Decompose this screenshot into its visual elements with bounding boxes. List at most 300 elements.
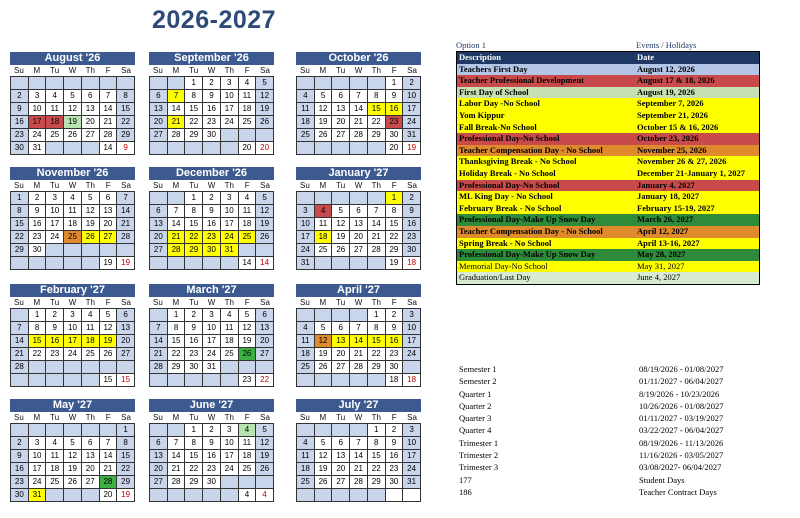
event-date: September 7, 2026 xyxy=(637,98,704,109)
schedule-row xyxy=(459,449,759,461)
day-cell: 20 xyxy=(332,116,350,129)
day-cell: 10 xyxy=(203,322,221,335)
schedule-label: Semester 1 xyxy=(459,364,497,374)
event-description: Professional Day-Make Up Snow Day xyxy=(459,214,596,225)
day-cell: 18 xyxy=(46,116,64,129)
empty-cell xyxy=(29,257,47,270)
empty-cell xyxy=(315,424,333,437)
day-grid xyxy=(296,308,421,387)
empty-cell xyxy=(168,192,186,205)
day-cell: 24 xyxy=(221,116,239,129)
day-cell: 20 xyxy=(256,335,274,348)
day-cell: 13 xyxy=(256,322,274,335)
empty-cell xyxy=(256,244,274,257)
day-cell: 22 xyxy=(368,348,386,361)
empty-cell xyxy=(297,374,315,387)
schedule-value: 03/22/2027 - 06/04/2027 xyxy=(639,425,724,436)
day-cell: 23 xyxy=(203,463,221,476)
events-panel xyxy=(456,40,760,285)
day-cell: 10 xyxy=(297,218,315,231)
day-cell: 13 xyxy=(82,103,100,116)
day-cell: 1 xyxy=(185,192,203,205)
month-name: March '27 xyxy=(149,284,274,297)
event-row xyxy=(457,238,759,250)
day-cell: 8 xyxy=(117,437,135,450)
empty-cell xyxy=(82,361,100,374)
weekday-label: Th xyxy=(371,413,382,422)
event-row xyxy=(457,168,759,180)
weekday-header xyxy=(10,65,135,76)
weekday-label: Su xyxy=(153,298,163,307)
day-cell: 10 xyxy=(29,103,47,116)
event-date: January 18, 2027 xyxy=(637,191,700,202)
event-row xyxy=(457,203,759,215)
empty-cell xyxy=(64,77,82,90)
month-4 xyxy=(149,167,274,270)
day-cell: 21 xyxy=(350,116,368,129)
empty-cell xyxy=(315,142,333,155)
day-cell: 8 xyxy=(11,205,29,218)
day-cell: 22 xyxy=(368,116,386,129)
empty-cell xyxy=(100,424,118,437)
empty-cell xyxy=(150,374,168,387)
day-cell: 27 xyxy=(150,244,168,257)
day-cell: 21 xyxy=(350,463,368,476)
day-cell: 23 xyxy=(11,129,29,142)
day-cell: 9 xyxy=(203,90,221,103)
day-cell: 30 xyxy=(203,244,221,257)
day-cell: 1 xyxy=(117,424,135,437)
day-cell: 10 xyxy=(221,205,239,218)
day-cell: 30 xyxy=(29,244,47,257)
day-cell: 30 xyxy=(11,489,29,502)
weekday-label: Tu xyxy=(336,181,346,190)
empty-cell xyxy=(168,489,186,502)
student-day-count: 18 xyxy=(386,374,404,387)
day-cell: 13 xyxy=(332,335,350,348)
empty-cell xyxy=(29,361,47,374)
day-cell: 6 xyxy=(350,205,368,218)
day-cell: 10 xyxy=(403,90,421,103)
schedule-label: 186 xyxy=(459,486,472,497)
month-name: June '27 xyxy=(149,399,274,412)
empty-cell xyxy=(368,374,386,387)
empty-cell xyxy=(221,476,239,489)
day-cell: 12 xyxy=(100,322,118,335)
day-cell: 28 xyxy=(368,244,386,257)
weekday-label: M xyxy=(33,181,41,190)
day-cell: 17 xyxy=(203,335,221,348)
weekday-header xyxy=(296,412,421,423)
day-cell: 17 xyxy=(29,463,47,476)
day-cell: 5 xyxy=(100,309,118,322)
empty-cell xyxy=(117,361,135,374)
day-cell: 16 xyxy=(29,218,47,231)
event-description: Spring Break - No School xyxy=(459,237,552,248)
event-date: February 15-19, 2027 xyxy=(637,202,715,213)
empty-cell xyxy=(64,424,82,437)
empty-cell xyxy=(46,489,64,502)
day-cell: 2 xyxy=(46,309,64,322)
weekday-label: F xyxy=(391,181,397,190)
day-cell: 6 xyxy=(332,322,350,335)
event-description: Thanksgiving Break - No School xyxy=(459,156,577,167)
empty-cell xyxy=(100,77,118,90)
day-cell: 17 xyxy=(29,116,47,129)
day-cell: 4 xyxy=(46,90,64,103)
empty-cell xyxy=(29,424,47,437)
weekday-label: W xyxy=(68,413,77,422)
day-cell: 12 xyxy=(315,450,333,463)
day-cell: 2 xyxy=(203,424,221,437)
day-cell: 3 xyxy=(46,192,64,205)
day-cell: 14 xyxy=(100,450,118,463)
event-date: December 21-January 1, 2027 xyxy=(637,167,745,178)
events-header-row xyxy=(457,52,759,64)
day-cell: 5 xyxy=(82,192,100,205)
month-8 xyxy=(296,284,421,387)
day-cell: 8 xyxy=(185,437,203,450)
teacher-day-count: 4 xyxy=(256,489,274,502)
weekday-label: Sa xyxy=(260,413,270,422)
day-cell: 17 xyxy=(403,335,421,348)
day-cell: 2 xyxy=(185,309,203,322)
day-cell: 10 xyxy=(29,450,47,463)
day-cell: 18 xyxy=(82,335,100,348)
events-label: Events / Holidays xyxy=(636,40,697,50)
day-cell: 26 xyxy=(315,129,333,142)
event-row xyxy=(457,133,759,145)
day-cell: 21 xyxy=(168,231,186,244)
teacher-day-count: 15 xyxy=(117,374,135,387)
day-cell: 8 xyxy=(368,90,386,103)
day-cell: 28 xyxy=(168,476,186,489)
events-table xyxy=(456,51,760,285)
empty-cell xyxy=(185,489,203,502)
day-cell: 24 xyxy=(46,231,64,244)
day-cell: 7 xyxy=(100,90,118,103)
schedule-value: Teacher Contract Days xyxy=(639,486,717,497)
day-cell: 7 xyxy=(11,322,29,335)
empty-cell xyxy=(368,257,386,270)
day-cell: 20 xyxy=(150,231,168,244)
day-cell: 20 xyxy=(332,348,350,361)
day-cell: 7 xyxy=(350,322,368,335)
day-cell: 28 xyxy=(168,129,186,142)
day-cell: 24 xyxy=(221,231,239,244)
day-cell: 28 xyxy=(150,361,168,374)
event-date: May 28, 2027 xyxy=(637,249,686,260)
day-cell: 7 xyxy=(350,90,368,103)
day-cell: 9 xyxy=(203,205,221,218)
student-day-count: 20 xyxy=(386,142,404,155)
weekday-label: W xyxy=(354,413,363,422)
day-cell: 6 xyxy=(150,90,168,103)
day-cell: 19 xyxy=(332,231,350,244)
event-date: August 17 & 18, 2026 xyxy=(637,75,715,86)
month-3 xyxy=(10,167,135,270)
day-cell: 8 xyxy=(368,437,386,450)
weekday-label: W xyxy=(354,181,363,190)
day-cell: 27 xyxy=(150,476,168,489)
day-cell: 6 xyxy=(82,90,100,103)
teacher-day-count: 19 xyxy=(403,142,421,155)
day-cell: 2 xyxy=(403,192,421,205)
day-cell: 12 xyxy=(256,437,274,450)
day-cell: 19 xyxy=(239,335,257,348)
day-cell: 1 xyxy=(168,309,186,322)
day-cell: 1 xyxy=(11,192,29,205)
day-cell: 19 xyxy=(82,218,100,231)
weekday-label: Su xyxy=(300,413,310,422)
day-cell: 11 xyxy=(46,103,64,116)
weekday-label: Tu xyxy=(50,413,60,422)
empty-cell xyxy=(82,244,100,257)
empty-cell xyxy=(315,192,333,205)
day-cell: 1 xyxy=(29,309,47,322)
day-cell: 18 xyxy=(239,218,257,231)
day-cell: 16 xyxy=(386,450,404,463)
weekday-label: M xyxy=(172,413,180,422)
empty-cell xyxy=(100,361,118,374)
weekday-label: Sa xyxy=(121,66,131,75)
day-cell: 16 xyxy=(185,335,203,348)
day-cell: 26 xyxy=(100,348,118,361)
day-cell: 28 xyxy=(11,361,29,374)
teacher-day-count: 18 xyxy=(403,374,421,387)
empty-cell xyxy=(315,77,333,90)
empty-cell xyxy=(150,257,168,270)
month-name: November '26 xyxy=(10,167,135,180)
empty-cell xyxy=(332,192,350,205)
day-cell: 21 xyxy=(117,218,135,231)
day-cell: 27 xyxy=(82,476,100,489)
day-cell: 30 xyxy=(386,476,404,489)
day-cell: 24 xyxy=(29,129,47,142)
teacher-day-count: 18 xyxy=(403,257,421,270)
day-cell: 18 xyxy=(239,450,257,463)
month-name: February '27 xyxy=(10,284,135,297)
weekday-label: Th xyxy=(371,66,382,75)
day-cell: 23 xyxy=(29,231,47,244)
schedule-row xyxy=(459,474,759,486)
day-cell: 13 xyxy=(117,322,135,335)
day-cell: 2 xyxy=(203,192,221,205)
day-cell: 4 xyxy=(239,192,257,205)
day-cell: 2 xyxy=(11,437,29,450)
day-cell: 29 xyxy=(368,129,386,142)
day-cell: 1 xyxy=(386,77,404,90)
day-cell: 15 xyxy=(368,450,386,463)
day-cell: 5 xyxy=(239,309,257,322)
weekday-label: F xyxy=(391,413,397,422)
day-cell: 22 xyxy=(168,348,186,361)
empty-cell xyxy=(46,374,64,387)
day-cell: 25 xyxy=(315,244,333,257)
header-date: Date xyxy=(637,52,654,62)
day-cell: 27 xyxy=(82,129,100,142)
day-cell: 11 xyxy=(297,450,315,463)
day-cell: 16 xyxy=(403,218,421,231)
weekday-label: Sa xyxy=(260,66,270,75)
day-cell: 28 xyxy=(350,476,368,489)
day-cell: 31 xyxy=(221,244,239,257)
day-cell: 3 xyxy=(403,309,421,322)
day-cell: 19 xyxy=(315,463,333,476)
weekday-label: Sa xyxy=(260,298,270,307)
empty-cell xyxy=(185,257,203,270)
day-cell: 21 xyxy=(150,348,168,361)
day-cell: 1 xyxy=(368,309,386,322)
day-cell: 22 xyxy=(11,231,29,244)
empty-cell xyxy=(46,142,64,155)
day-cell: 3 xyxy=(221,192,239,205)
event-date: October 15 & 16, 2026 xyxy=(637,121,719,132)
weekday-label: Tu xyxy=(50,181,60,190)
event-description: Teachers First Day xyxy=(459,63,528,74)
empty-cell xyxy=(11,309,29,322)
day-cell: 22 xyxy=(185,463,203,476)
day-cell: 21 xyxy=(168,116,186,129)
day-cell: 11 xyxy=(239,205,257,218)
day-cell: 5 xyxy=(256,424,274,437)
month-7 xyxy=(149,284,274,387)
student-day-count: 19 xyxy=(100,257,118,270)
empty-cell xyxy=(64,361,82,374)
day-cell: 26 xyxy=(256,463,274,476)
weekday-label: Sa xyxy=(121,298,131,307)
day-cell: 12 xyxy=(256,205,274,218)
student-day-count: 20 xyxy=(239,142,257,155)
day-cell: 20 xyxy=(332,463,350,476)
day-cell: 11 xyxy=(82,322,100,335)
schedule-label: Quarter 2 xyxy=(459,400,492,411)
student-day-count: 14 xyxy=(239,257,257,270)
day-cell: 19 xyxy=(64,116,82,129)
empty-cell xyxy=(350,142,368,155)
weekday-label: M xyxy=(319,181,327,190)
event-row xyxy=(457,249,759,261)
day-cell: 16 xyxy=(46,335,64,348)
day-cell: 26 xyxy=(315,361,333,374)
empty-cell xyxy=(117,77,135,90)
empty-cell xyxy=(185,374,203,387)
day-cell: 30 xyxy=(11,142,29,155)
day-cell: 29 xyxy=(168,361,186,374)
day-cell: 13 xyxy=(332,450,350,463)
day-cell: 28 xyxy=(168,244,186,257)
event-description: Fall Break-No School xyxy=(459,121,537,132)
day-cell: 16 xyxy=(386,103,404,116)
empty-cell xyxy=(297,142,315,155)
day-cell: 31 xyxy=(403,476,421,489)
event-date: May 31, 2027 xyxy=(637,260,685,271)
day-cell: 17 xyxy=(403,103,421,116)
student-day-count xyxy=(386,489,404,502)
weekday-label: Su xyxy=(300,298,310,307)
empty-cell xyxy=(368,77,386,90)
day-cell: 23 xyxy=(386,348,404,361)
day-cell: 7 xyxy=(168,205,186,218)
day-cell: 22 xyxy=(117,463,135,476)
event-description: Yom Kippur xyxy=(459,109,505,120)
day-cell: 12 xyxy=(82,205,100,218)
day-cell: 18 xyxy=(46,463,64,476)
day-cell: 22 xyxy=(185,116,203,129)
weekday-label: Su xyxy=(14,181,24,190)
day-cell: 26 xyxy=(256,231,274,244)
weekday-label: Tu xyxy=(189,413,199,422)
day-cell: 3 xyxy=(203,309,221,322)
empty-cell xyxy=(46,361,64,374)
empty-cell xyxy=(297,489,315,502)
month-0 xyxy=(10,52,135,155)
empty-cell xyxy=(46,77,64,90)
event-description: Teacher Compensation Day - No School xyxy=(459,225,603,236)
empty-cell xyxy=(168,374,186,387)
event-row xyxy=(457,145,759,157)
day-grid xyxy=(10,191,135,270)
day-cell: 16 xyxy=(203,218,221,231)
empty-cell xyxy=(239,129,257,142)
day-cell: 21 xyxy=(168,463,186,476)
weekday-label: M xyxy=(319,298,327,307)
event-description: Professional Day-No School xyxy=(459,179,560,190)
day-cell: 15 xyxy=(29,335,47,348)
empty-cell xyxy=(315,309,333,322)
day-cell: 5 xyxy=(332,205,350,218)
day-cell: 24 xyxy=(64,348,82,361)
day-cell: 3 xyxy=(29,90,47,103)
day-cell: 12 xyxy=(64,450,82,463)
day-cell: 2 xyxy=(29,192,47,205)
day-cell: 17 xyxy=(221,218,239,231)
event-row xyxy=(457,122,759,134)
weekday-label: Sa xyxy=(407,181,417,190)
month-9 xyxy=(10,399,135,502)
student-day-count: 19 xyxy=(386,257,404,270)
day-cell: 23 xyxy=(386,463,404,476)
day-cell: 25 xyxy=(46,476,64,489)
day-cell: 19 xyxy=(256,450,274,463)
weekday-label: Th xyxy=(85,66,96,75)
event-row xyxy=(457,226,759,238)
weekday-label: W xyxy=(354,298,363,307)
event-date: October 23, 2026 xyxy=(637,133,699,144)
day-cell: 23 xyxy=(46,348,64,361)
student-day-count: 4 xyxy=(239,489,257,502)
weekday-label: M xyxy=(33,413,41,422)
day-cell: 24 xyxy=(203,348,221,361)
event-description: Professional Day-Make Up Snow Day xyxy=(459,249,596,260)
day-cell: 5 xyxy=(256,77,274,90)
day-cell: 18 xyxy=(297,463,315,476)
weekday-label: Su xyxy=(14,413,24,422)
day-cell: 18 xyxy=(64,218,82,231)
event-date: April 13-16, 2027 xyxy=(637,237,700,248)
weekday-label: M xyxy=(319,66,327,75)
day-cell: 18 xyxy=(297,116,315,129)
day-cell: 18 xyxy=(297,348,315,361)
event-description: Teacher Compensation Day - No School xyxy=(459,144,603,155)
day-grid xyxy=(149,76,274,155)
empty-cell xyxy=(46,257,64,270)
weekday-label: M xyxy=(172,66,180,75)
day-cell: 5 xyxy=(315,322,333,335)
day-cell: 6 xyxy=(82,437,100,450)
day-cell: 27 xyxy=(117,348,135,361)
day-cell: 5 xyxy=(64,437,82,450)
